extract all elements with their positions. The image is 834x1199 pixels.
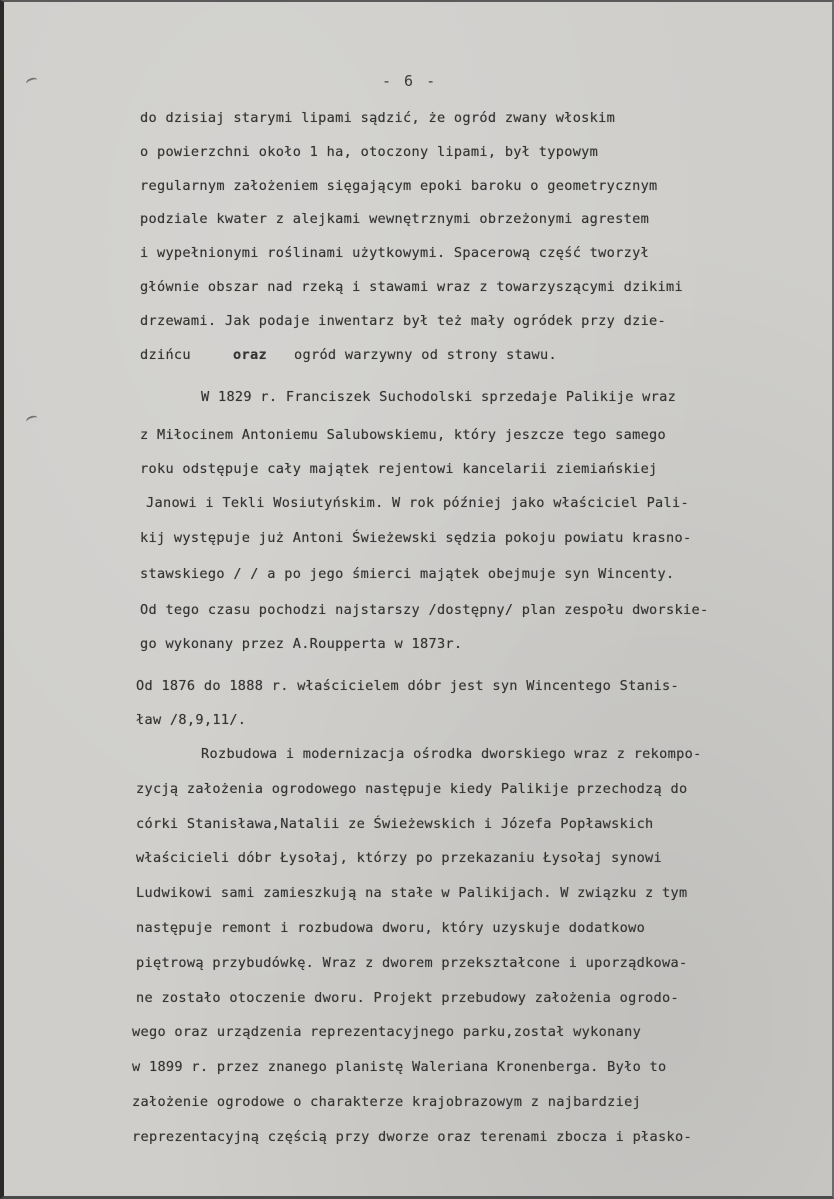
text-line: do dzisiaj starymi lipami sądzić, że ogród zwany włoskim [140, 110, 616, 126]
page-number: - 6 - [382, 72, 438, 90]
text-line: Od tego czasu pochodzi najstarszy /dostępny/ plan zespołu dworskie- [140, 602, 709, 618]
text-line: kij występuje już Antoni Świeżewski sędzia pokoju powiatu krasno- [140, 530, 692, 546]
text-line: W 1829 r. Franciszek Suchodolski sprzedaje Palikije wraz [201, 389, 677, 405]
text-line: reprezentacyjną częścią przy dworze oraz terenami zbocza i płasko- [132, 1129, 692, 1145]
text-line: dzińcu [140, 347, 191, 363]
punch-hole-mark-icon [25, 76, 39, 88]
text-line: Od 1876 do 1888 r. właścicielem dóbr jest syn Wincentego Stanis- [136, 678, 679, 694]
text-line: właścicieli dóbr Łysołaj, którzy po przekazaniu Łysołaj synowi [136, 850, 663, 866]
text-line: głównie obszar nad rzeką i stawami wraz z towarzyszącymi dzikimi [140, 279, 683, 295]
text-line: wego oraz urządzenia reprezentacyjnego parku,został wykonany [132, 1024, 642, 1040]
text-line: go wykonany przez A.Roupperta w 1873r. [140, 636, 463, 652]
text-line: założenie ogrodowe o charakterze krajobrazowym z najbardziej [132, 1094, 642, 1110]
text-line-struck: oraz [233, 347, 267, 363]
punch-hole-mark-icon [25, 414, 39, 426]
text-line: zycją założenia ogrodowego następuje kiedy Palikije przechodzą do [136, 781, 688, 797]
text-line: w 1899 r. przez znanego planistę Waleriana Kronenberga. Było to [132, 1059, 667, 1075]
text-line: stawskiego / / a po jego śmierci majątek obejmuje syn Wincenty. [140, 566, 675, 582]
text-line: drzewami. Jak podaje inwentarz był też mały ogródek przy dzie- [140, 313, 667, 329]
text-line: roku odstępuje cały majątek rejentowi kancelarii ziemiańskiej [140, 461, 658, 477]
text-line: regularnym założeniem sięgającym epoki baroku o geometrycznym [140, 178, 658, 194]
text-line: i wypełnionymi roślinami użytkowymi. Spacerową część tworzył [140, 245, 650, 261]
text-line: piętrową przybudówkę. Wraz z dworem przekształcone i uporządkowa- [136, 955, 688, 971]
text-line: córki Stanisława,Natalii ze Świeżewskich i Józefa Popławskich [136, 816, 654, 832]
text-line: podziale kwater z alejkami wewnętrznymi obrzeżonymi agrestem [140, 211, 650, 227]
text-line: następuje remont i rozbudowa dworu, który uzyskuje dodatkowo [136, 920, 646, 936]
text-line: Rozbudowa i modernizacja ośrodka dworskiego wraz z rekompo- [201, 746, 702, 762]
text-line: Janowi i Tekli Wosiutyńskim. W rok później jako właściciel Pali- [146, 495, 689, 511]
text-line: ne zostało otoczenie dworu. Projekt przebudowy założenia ogrodo- [136, 990, 679, 1006]
text-line: z Miłocinem Antoniemu Salubowskiemu, który jeszcze tego samego [140, 427, 667, 443]
text-line: Ludwikowi sami zamieszkują na stałe w Palikijach. W związku z tym [136, 885, 688, 901]
text-line: ław /8,9,11/. [136, 712, 247, 728]
text-line: ogród warzywny od strony stawu. [294, 347, 558, 363]
text-line: o powierzchni około 1 ha, otoczony lipami, był typowym [140, 144, 599, 160]
